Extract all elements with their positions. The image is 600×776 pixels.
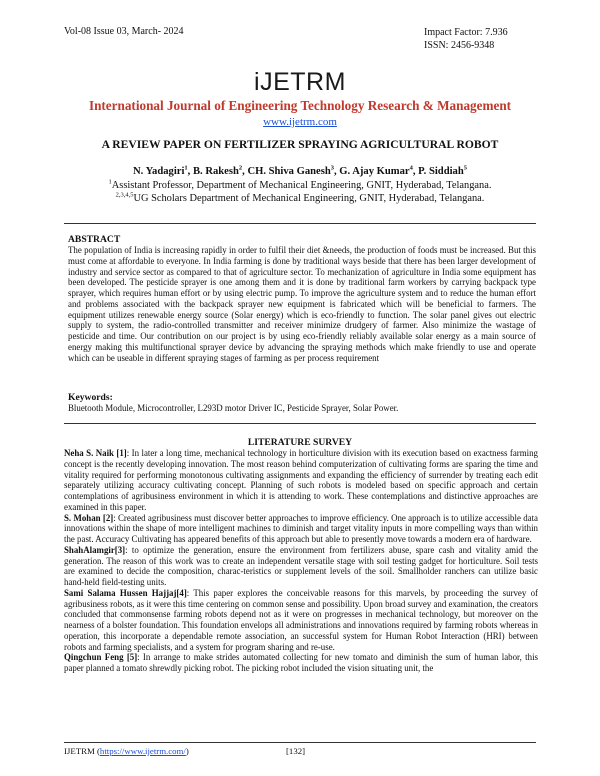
affiliation-1-mark: 1 [108, 178, 112, 186]
journal-name: International Journal of Engineering Technology Research & Management [88, 98, 512, 113]
author-mark: 5 [463, 164, 467, 172]
literature-author: ShahAlamgir[3] [64, 544, 126, 555]
divider-footer [64, 742, 536, 743]
author-mark: 4 [409, 164, 413, 172]
literature-text: : In later a long time, mechanical technology in horticulture division with its execution based on exactness farming concept is the recently developing innovation. The most reason behind computerization of cultivating forms are sparing the time and vitality required for performing monotonous cultivating assignments and expanding the efficiency of surrender by treating each edit separately utilizing accuracy cultivating concept. Planning of such robots is modeled based on specific approach and certain contemplations of agribusiness environment in which it is attending to work. These contemplations and distinctive approaches are examined in this paper. [64, 448, 538, 512]
impact-factor: Impact Factor: 7.936 [424, 27, 508, 38]
literature-author: Qingchun Feng [5] [64, 652, 138, 663]
author-mark: 2 [238, 164, 243, 172]
literature-author: S. Mohan [2] [64, 512, 114, 523]
author-separator: , [412, 166, 419, 177]
issue-info: Vol-08 Issue 03, March- 2024 [64, 26, 184, 37]
author-name: N. Yadagiri [133, 166, 185, 177]
affiliation-2-mark: 2,3,4,5 [115, 191, 134, 199]
author-name: G. Ajay Kumar [339, 166, 410, 177]
author-name: B. Rakesh [192, 166, 239, 177]
page-number: [132] [286, 746, 306, 756]
abstract-text: The population of India is increasing rapidly in order to fulfil their diet &needs, the production of foods must be increased. But this must come at affordable to everyone. In India farming is done by traditional ways beside that there has been larger development of industry and service sector as compared to that of agriculture sector. To mechanization of agriculture in India some equipment has been developed. The pesticide sprayer is one among them and it is done by traditional farm workers by carrying backpack type sprayer, which requires human effort or by using electric pump. To improve the agriculture system and to reduce the human effort and problems associated with the backpack sprayer new equipment is fabricated which will be beneficial to farmers. The equipment utilizes renewable energy source (Solar energy) which is eco-friendly to function. The solar panel gives out electric supply to system, the radio-controlled transmitter and receiver minimize drudgery of farmer. Also minimize the wastage of pesticide and time. Our contribution on our project is by using eco-friendly reliably available solar energy as a main source of energy making this multifunctional sprayer device by advancing the spraying methods which make friendly to use and operate which can be useable in different spraying stages of farming as per process requirement [68, 245, 536, 363]
literature-text: : In arrange to make strides automated collecting for new tomato and diminish the sum of human labor, this paper planned a tomato shrewdly picking robot. The picking robot included the vision situating unit, the [64, 652, 538, 673]
author-separator: , [242, 166, 248, 177]
issn: ISSN: 2456-9348 [424, 40, 495, 51]
literature-entry [64, 513, 538, 545]
affiliation-1-text: Assistant Professor, Department of Mechanical Engineering, GNIT, Hyderabad, Telangana. [111, 180, 492, 191]
divider-middle [64, 423, 536, 424]
literature-heading: LITERATURE SURVEY [247, 437, 353, 448]
keywords-text: Bluetooth Module, Microcontroller, L293D motor Driver IC, Pesticide Sprayer, Solar Power. [68, 403, 399, 413]
footer-label: IJETRM ( [64, 746, 100, 756]
affiliation-2 [0, 193, 600, 204]
author-mark: 3 [330, 164, 334, 172]
journal-logo: iJETRM [254, 68, 346, 96]
author-separator: , [187, 166, 193, 177]
author-separator: , [334, 166, 340, 177]
journal-website-link[interactable]: www.ijetrm.com [263, 116, 337, 128]
literature-text: : This paper explores the conceivable reasons for this marvels, by proceeding the survey of agribusiness robots, as it were this time centering on common sense and possibility. Upon broad survey and examination, the creators concluded that commonsense farming robots depend not as it were on progresses in mechanical technology, but moreover on the nearness of a bolster foundation. This foundation envelops all administrations and innovations required by farming robots whereas in operation, this incorporate a dependable remote association, an successful system for Human Robot Interaction (HRI) between robots and farming specialists, and a system for program sharing and re-use. [64, 587, 538, 652]
author-list [0, 166, 600, 177]
paper-title: A REVIEW PAPER ON FERTILIZER SPRAYING AGRICULTURAL ROBOT [101, 138, 499, 151]
affiliation-1 [0, 180, 600, 191]
literature-text: : Created agribusiness must discover better approaches to improve efficiency. One approach is to utilize accessible data innovations within the shape of more intelligent machines to diminish and target vitality inputs in more compelling ways than within the past. Accuracy Cultivating has appeared benefits of this approach but able to presently move towards a modern era of hardware. [64, 512, 538, 544]
literature-entry [64, 652, 538, 674]
abstract-heading: ABSTRACT [68, 234, 121, 245]
literature-entry [64, 588, 538, 653]
affiliation-2-text: UG Scholars Department of Mechanical Engineering, GNIT, Hyderabad, Telangana. [133, 193, 485, 204]
divider-top [64, 223, 536, 224]
literature-author: Sami Salama Hussen Hajjaj[4] [64, 587, 187, 598]
keywords-heading: Keywords: [68, 392, 113, 403]
literature-text: : to optimize the generation, ensure the environment from fertilizers abuse, spare cash and vitality amid the generation. The reason of this work was to create an independent versatile stage with soil testing gadget for horticulture. Soil tests are examined to decide the composition, charac-teristics or supplement levels of the soil. Smallholder ranchers can utilize basic hand-held field-testing units. [64, 544, 538, 587]
journal-meta [424, 26, 508, 52]
footer-link[interactable]: https://www.ijetrm.com/ [99, 746, 186, 756]
literature-entry [64, 545, 538, 588]
literature-entry [64, 448, 538, 513]
literature-author: Neha S. Naik [1] [64, 448, 127, 458]
footer-close: ) [185, 746, 189, 756]
literature-body [64, 448, 538, 674]
author-name: P. Siddiah [418, 166, 464, 177]
author-mark: 1 [184, 164, 188, 172]
author-name: CH. Shiva Ganesh [247, 166, 331, 177]
